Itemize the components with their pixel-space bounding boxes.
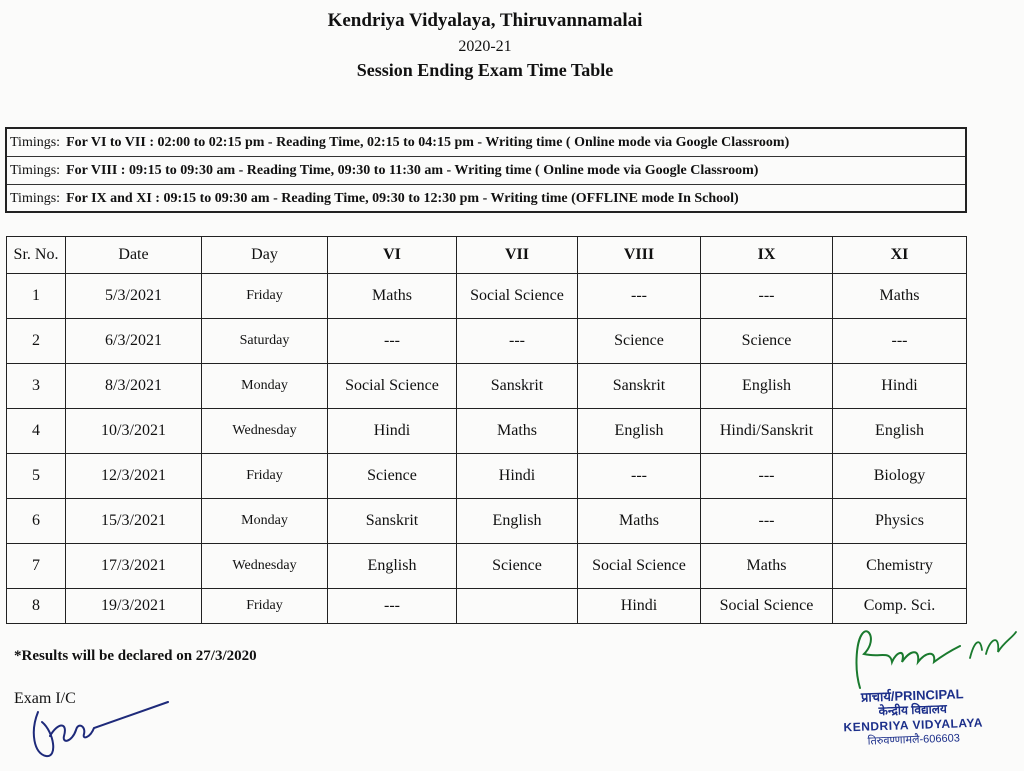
cell-ix: --- [701,454,833,499]
cell-vii: Maths [457,409,578,454]
table-row [7,544,967,589]
cell-sr-no: 4 [7,409,66,454]
cell-viii: Maths [578,499,701,544]
cell-vii: --- [457,319,578,364]
timing-label: Timings: [10,163,61,178]
stamp-line-principal: प्राचार्य/PRINCIPAL [860,686,964,705]
cell-viii: --- [578,274,701,319]
document-title: Session Ending Exam Time Table [356,60,614,80]
cell-vi: Science [328,454,457,499]
timing-label: Timings: [10,135,61,150]
cell-viii: Science [578,319,701,364]
cell-ix: Social Science [701,589,833,624]
timing-row [7,185,965,213]
timing-row [7,129,965,157]
table-row [7,409,967,454]
cell-ix: --- [701,274,833,319]
cell-vii [457,589,578,624]
timing-text: For IX and XI : 09:15 to 09:30 am - Reading Time, 09:30 to 12:30 pm - Writing time (OFFLINE mode In School) [66,191,739,206]
cell-vii: English [457,499,578,544]
table-row [7,319,967,364]
cell-vi: Maths [328,274,457,319]
cell-day: Friday [202,274,328,319]
header-class-viii: VIII [578,237,701,274]
cell-vii: Hindi [457,454,578,499]
header-class-ix: IX [701,237,833,274]
cell-xi: Biology [833,454,967,499]
cell-day: Monday [202,499,328,544]
cell-xi: Maths [833,274,967,319]
cell-day: Wednesday [202,409,328,454]
cell-viii: Social Science [578,544,701,589]
principal-stamp [807,684,1019,751]
table-header-row [7,237,967,274]
stamp-line-place: तिरुवण्णामलै-606603 [867,732,961,748]
cell-day: Monday [202,364,328,409]
cell-vii: Science [457,544,578,589]
header-class-vii: VII [457,237,578,274]
cell-date: 15/3/2021 [66,499,202,544]
cell-viii: Sanskrit [578,364,701,409]
cell-day: Friday [202,454,328,499]
stamp-line-school: KENDRIYA VIDYALAYA [843,715,984,735]
cell-date: 10/3/2021 [66,409,202,454]
cell-date: 17/3/2021 [66,544,202,589]
cell-vi: Sanskrit [328,499,457,544]
cell-vi: Hindi [328,409,457,454]
cell-vi: --- [328,589,457,624]
header-date: Date [66,237,202,274]
cell-sr-no: 2 [7,319,66,364]
cell-date: 5/3/2021 [66,274,202,319]
cell-viii: Hindi [578,589,701,624]
timing-label: Timings: [10,191,61,206]
cell-date: 6/3/2021 [66,319,202,364]
results-note: *Results will be declared on 27/3/2020 [14,648,257,664]
cell-xi: Comp. Sci. [833,589,967,624]
cell-sr-no: 1 [7,274,66,319]
cell-vii: Social Science [457,274,578,319]
cell-vi: Social Science [328,364,457,409]
cell-sr-no: 7 [7,544,66,589]
exam-ic-label: Exam I/C [14,690,76,707]
cell-sr-no: 3 [7,364,66,409]
exam-timetable [6,236,967,624]
cell-ix: --- [701,499,833,544]
header-day: Day [202,237,328,274]
table-row [7,589,967,624]
cell-xi: Hindi [833,364,967,409]
cell-xi: Chemistry [833,544,967,589]
cell-day: Wednesday [202,544,328,589]
cell-vi: English [328,544,457,589]
cell-viii: English [578,409,701,454]
stamp-line-hindi-name: केन्द्रीय विद्यालय [878,701,948,719]
cell-viii: --- [578,454,701,499]
cell-date: 8/3/2021 [66,364,202,409]
table-row [7,454,967,499]
cell-ix: Hindi/Sanskrit [701,409,833,454]
cell-xi: Physics [833,499,967,544]
exam-ic-signature [28,692,178,762]
timing-text: For VI to VII : 02:00 to 02:15 pm - Reading Time, 02:15 to 04:15 pm - Writing time ( Online mode via Google Classroom) [66,135,790,150]
cell-date: 19/3/2021 [66,589,202,624]
cell-ix: English [701,364,833,409]
table-row [7,499,967,544]
cell-day: Friday [202,589,328,624]
cell-sr-no: 8 [7,589,66,624]
cell-sr-no: 5 [7,454,66,499]
timings-box [5,127,967,213]
timing-text: For VIII : 09:15 to 09:30 am - Reading Time, 09:30 to 11:30 am - Writing time ( Online mode via Google Classroom) [66,163,759,178]
header-class-xi: XI [833,237,967,274]
cell-ix: Maths [701,544,833,589]
table-row [7,274,967,319]
cell-day: Saturday [202,319,328,364]
cell-xi: English [833,409,967,454]
header-class-vi: VI [328,237,457,274]
table-row [7,364,967,409]
cell-vii: Sanskrit [457,364,578,409]
academic-year: 2020-21 [458,38,512,55]
cell-xi: --- [833,319,967,364]
header-sr-no: Sr. No. [7,237,66,274]
cell-sr-no: 6 [7,499,66,544]
cell-date: 12/3/2021 [66,454,202,499]
school-name: Kendriya Vidyalaya, Thiruvannamalai [327,10,643,31]
timing-row [7,157,965,185]
cell-vi: --- [328,319,457,364]
cell-ix: Science [701,319,833,364]
